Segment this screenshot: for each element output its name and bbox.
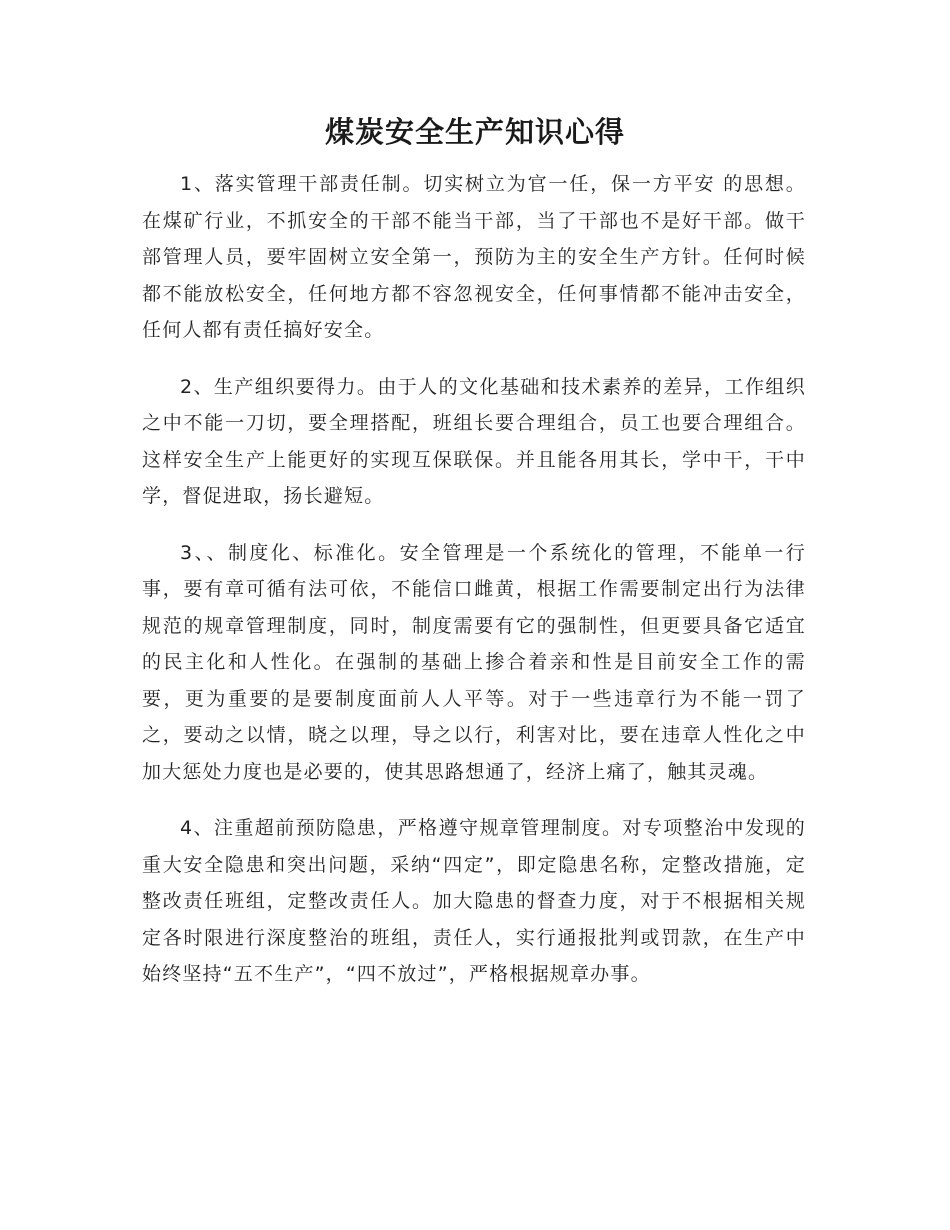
paragraph-2: 2、生产组织要得力。由于人的文化基础和技术素养的差异，工作组织之中不能一刀切，要全理搭配，班组长要合理组合，员工也要合理组合。这样安全生产上能更好的实现互保联保。并且能各用其长，学中干，干中学，督促进取，扬长避短。 [142, 375, 806, 507]
paragraph-1: 1、落实管理干部责任制。切实树立为官一任，保一方平安 的思想。在煤矿行业，不抓安全的干部不能当干部，当了干部也不是好干部。做干部管理人员，要牢固树立安全第一，预防为主的安全生产方针。任何时候都不能放松安全，任何地方都不容忽视安全，任何事情都不能冲击安全，任何人都有责任搞好安全。 [142, 173, 806, 341]
document-title: 煤炭安全生产知识心得 [324, 115, 625, 149]
document-body [142, 166, 806, 1013]
paragraph-3: 3、、制度化、标准化。安全管理是一个系统化的管理，不能单一行事，要有章可循有法可依，不能信口雌黄，根据工作需要制定出行为法律规范的规章管理制度，同时，制度需要有它的强制性，但更要具备它适宜的民主化和人性化。在强制的基础上掺合着亲和性是目前安全工作的需要，更为重要的是要制度面前人人平等。对于一些违章行为不能一罚了之，要动之以情，晓之以理，导之以行，利害对比，要在违章人性化之中加大惩处力度也是必要的，使其思路想通了，经济上痛了，触其灵魂。 [142, 541, 806, 783]
paragraph-4: 4、注重超前预防隐患，严格遵守规章管理制度。对专项整治中发现的重大安全隐患和突出问题，采纳“四定”，即定隐患名称，定整改措施，定整改责任班组，定整改责任人。加大隐患的督查力度，对于不根据相关规定各时限进行深度整治的班组，责任人，实行通报批判或罚款，在生产中始终坚持“五不生产”，“四不放过”，严格根据规章办事。 [142, 817, 806, 985]
